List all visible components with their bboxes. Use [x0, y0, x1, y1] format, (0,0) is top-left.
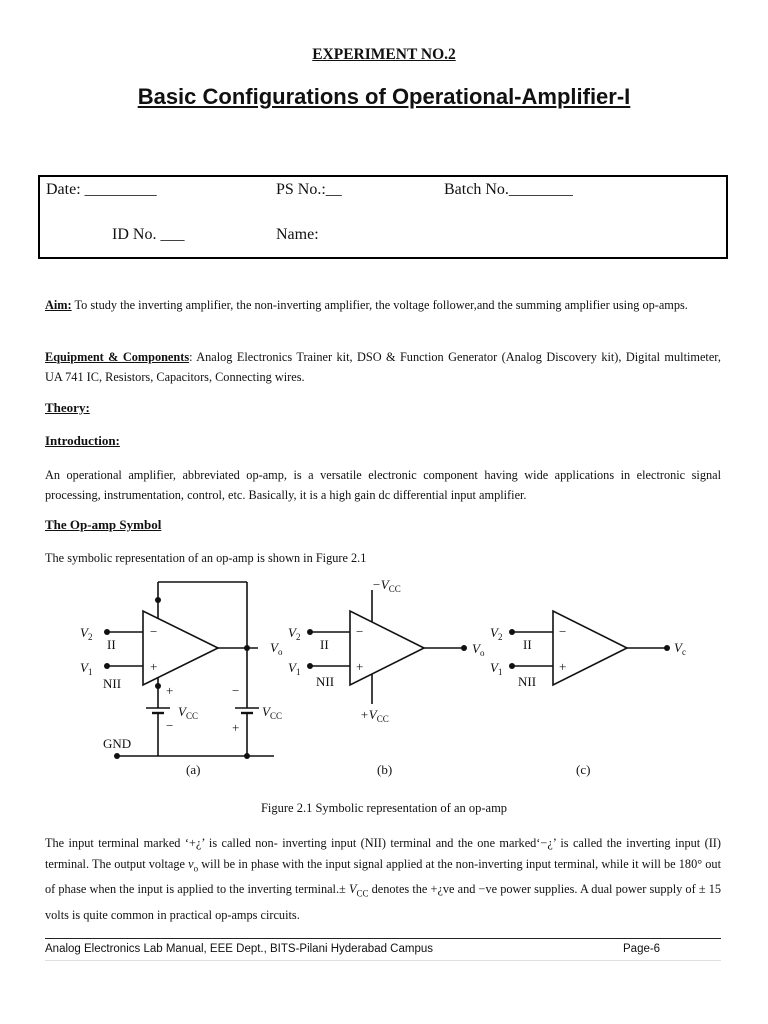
fig-a-plus: + — [150, 659, 158, 674]
fig-c-v2: $V_2$ — [490, 625, 503, 642]
page-title: Basic Configurations of Operational-Amplifier-I — [137, 84, 631, 109]
batch-no-field: Batch No.________ — [444, 181, 573, 198]
fig-b-pos-vcc: $+V_{CC}$ — [360, 707, 389, 724]
fig-b-vo: $V_o$ — [472, 641, 485, 658]
fig-a-cap2-minus: − — [232, 683, 240, 698]
fig-b-ii: II — [320, 637, 329, 652]
fig-a-vo: $V_o$ — [270, 640, 283, 657]
date-field: Date: _________ — [46, 181, 157, 198]
fig-a-label: (a) — [186, 762, 201, 777]
equipment-text: : Analog Electronics Trainer kit, DSO & Function Generator (Analog Discovery kit), Digital multimeter, UA 741 IC, Resistors, Capacitors, Connecting wires. — [45, 350, 721, 384]
fig-c-vc: $V_c$ — [674, 640, 686, 657]
introduction-heading: Introduction: — [45, 433, 120, 448]
fig-c-nii: NII — [518, 674, 537, 689]
fig-b-v1: $V_1$ — [288, 660, 301, 677]
fig-a-cap1-plus: + — [166, 683, 174, 698]
op-amp-description: The input terminal marked ‘+¿’ is called non- inverting input (NII) terminal and the one marked‘−¿’ is called the inverting input (II) terminal. The output voltage $v_o$ will be in phase with the input signal applied at the non-inverting input terminal, while it will be 180° out of phase when the input is applied to the inverting terminal.± $V_{CC}$ denotes the +¿ve and −ve power supplies. A dual power supply of ± 15 volts is quite common in practical op-amps circuits. — [45, 836, 722, 922]
fig-b-plus: + — [356, 659, 364, 674]
fig-b-v2: $V_2$ — [288, 625, 301, 642]
fig-a-v2: $V_2$ — [80, 625, 93, 642]
op-amp-symbol-heading: The Op-amp Symbol — [45, 517, 162, 532]
op-amp-a — [107, 582, 274, 756]
page-footer — [45, 943, 721, 955]
footer-bottom-rule — [45, 960, 721, 961]
fig-c-minus: − — [559, 624, 567, 639]
aim-label: Aim: — [45, 298, 72, 312]
aim-paragraph — [45, 295, 721, 315]
fig-c-plus: + — [559, 659, 567, 674]
theory-heading: Theory: — [45, 400, 90, 415]
footer-text: Analog Electronics Lab Manual, EEE Dept., BITS-Pilani Hyderabad Campus — [45, 943, 434, 955]
fig-a-gnd: GND — [103, 736, 132, 751]
page-number: Page-6 — [623, 943, 661, 955]
equipment-paragraph — [45, 347, 721, 387]
aim-text: To study the inverting amplifier, the non-inverting amplifier, the voltage follower,and the summing amplifier using op-amps. — [71, 298, 688, 312]
fig-c-v1: $V_1$ — [490, 660, 503, 677]
fig-a-minus: − — [150, 624, 158, 639]
equipment-label: Equipment & Components — [45, 350, 190, 364]
op-amp-symbol-text: The symbolic representation of an op-amp is shown in Figure 2.1 — [45, 551, 367, 565]
experiment-number: EXPERIMENT NO.2 — [312, 46, 456, 63]
fig-c-label: (c) — [576, 762, 591, 777]
fig-a-vcc1: $V_{CC}$ — [178, 704, 198, 721]
fig-a-vcc2: $V_{CC}$ — [262, 704, 282, 721]
fig-b-nii: NII — [316, 674, 335, 689]
footer-divider — [45, 938, 721, 939]
introduction-text: An operational amplifier, abbreviated op-amp, is a versatile electronic component having wide applications in electronic signal processing, instrumentation, control, etc. Basically, it is a high gain dc differential input amplifier. — [45, 468, 721, 502]
ps-no-field: PS No.:__ — [276, 181, 342, 198]
fig-b-neg-vcc: $-V_{CC}$ — [372, 577, 401, 594]
fig-a-nii: NII — [103, 676, 122, 691]
fig-a-v1: $V_1$ — [80, 660, 93, 677]
fig-b-label: (b) — [377, 762, 393, 777]
fig-b-minus: − — [356, 624, 364, 639]
op-amp-figure — [0, 570, 768, 795]
id-no-field: ID No. ___ — [112, 226, 185, 243]
fig-a-cap2-plus: + — [232, 720, 240, 735]
name-field: Name: — [276, 226, 319, 243]
fig-a-ii: II — [107, 637, 116, 652]
fig-a-cap1-minus: − — [166, 718, 174, 733]
figure-caption: Figure 2.1 Symbolic representation of an op-amp — [260, 801, 508, 815]
fig-c-ii: II — [523, 637, 532, 652]
student-info-box — [38, 175, 728, 259]
